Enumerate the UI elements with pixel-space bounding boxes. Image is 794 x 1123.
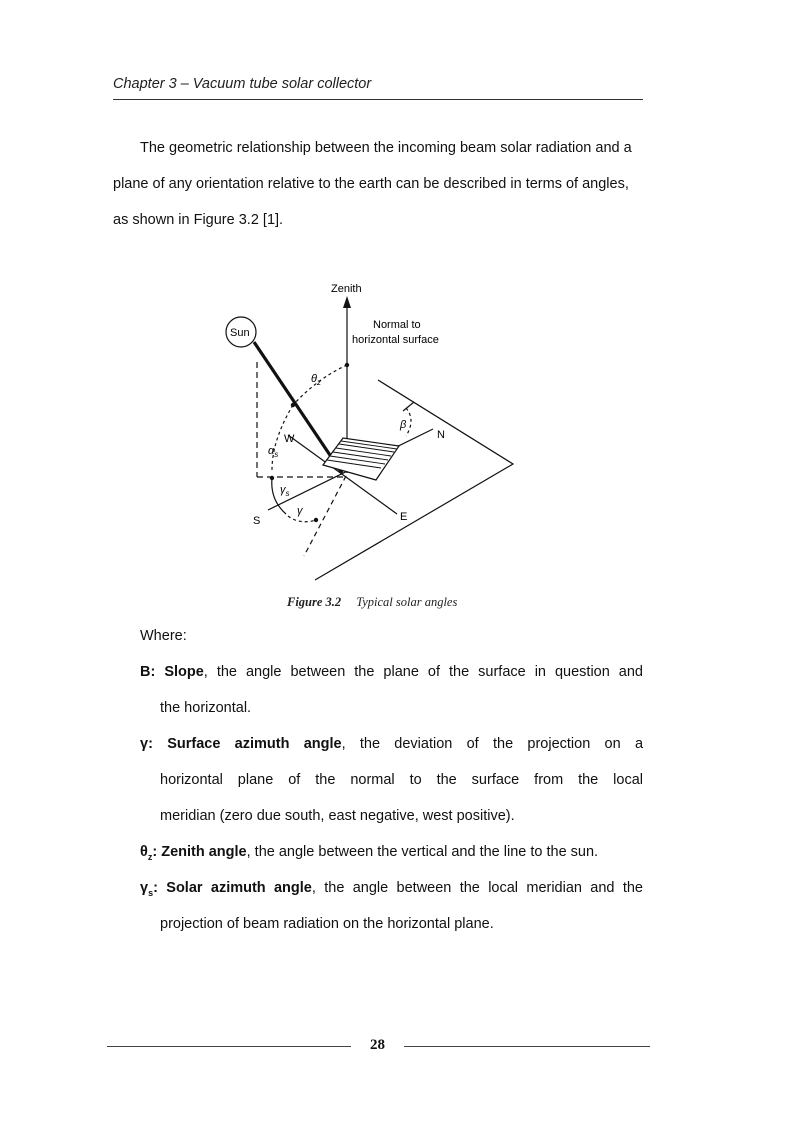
figure-caption-text: Typical solar angles [356,595,458,609]
page-number: 28 [370,1037,385,1053]
footer-rule-right [404,1046,650,1047]
figure-caption-label: Figure 3.2 [287,595,342,609]
s-label: S [253,515,261,527]
header-rule [113,99,643,100]
definition-symbol: γ: [140,736,153,752]
intro-line-1: The geometric relationship between the incoming beam solar radiation and a [140,140,632,156]
e-label: E [400,511,408,523]
where-label: Where: [140,628,187,644]
chapter-header: Chapter 3 – Vacuum tube solar collector [113,76,372,92]
gamma-s-label: $\gamma_s$ [280,484,290,498]
definition-symbol: $\theta_z$: [140,844,158,862]
w-label: W [284,433,295,445]
figure-caption [287,595,457,610]
intro-paragraph [113,130,643,238]
zenith-label: Zenith [331,283,362,295]
solar-angles-figure [200,270,530,590]
zenith-arrowhead [343,296,351,308]
definition-surface-azimuth-line1 [140,734,643,754]
sun-label: Sun [230,327,250,339]
definition-slope-line2: the horizontal. [160,700,252,716]
intro-line-3: as shown in Figure 3.2 [1]. [113,212,284,228]
gamma-label: γ [297,505,303,517]
horizontal-plane [315,380,513,580]
definition-text: , the angle between the vertical and the line to the sun. [246,844,599,860]
definition-slope-line1 [140,662,643,682]
surface-normal-dashed [304,476,346,556]
definition-zenith-angle-line1 [140,842,598,862]
definition-surface-azimuth-line3: meridian (zero due south, east negative, west positive). [160,808,515,824]
definition-symbol: B: [140,664,156,680]
definition-symbol: $\gamma_s$: [140,880,158,898]
definition-term: Surface azimuth angle [167,736,342,752]
alpha-s-label: $\alpha_s$ [268,445,279,459]
definition-text: , the deviation of the projection on a [341,736,644,752]
definition-term: Solar azimuth angle [166,880,312,896]
definition-text: , the angle between the local meridian and the [311,880,643,896]
slope-arc [406,408,411,436]
footer-rule-left [107,1046,351,1047]
slope-normal-line [403,402,414,411]
definition-surface-azimuth-line2: horizontal plane of the normal to the surface from the local [160,772,643,788]
normal-label-line2: horizontal surface [352,334,439,346]
intro-line-2: plane of any orientation relative to the earth can be described in terms of angles, [113,176,629,192]
definition-term: Zenith angle [161,844,247,860]
theta-z-label: $\theta_z$ [311,373,321,387]
definition-text: , the angle between the plane of the surface in question and [203,664,643,680]
definition-term: Slope [164,664,204,680]
definition-solar-azimuth-line1 [140,878,643,898]
normal-label-line1: Normal to [373,319,421,331]
beta-label: β [400,419,407,431]
definition-solar-azimuth-line2: projection of beam radiation on the horizontal plane. [160,916,494,932]
n-label: N [437,429,445,441]
